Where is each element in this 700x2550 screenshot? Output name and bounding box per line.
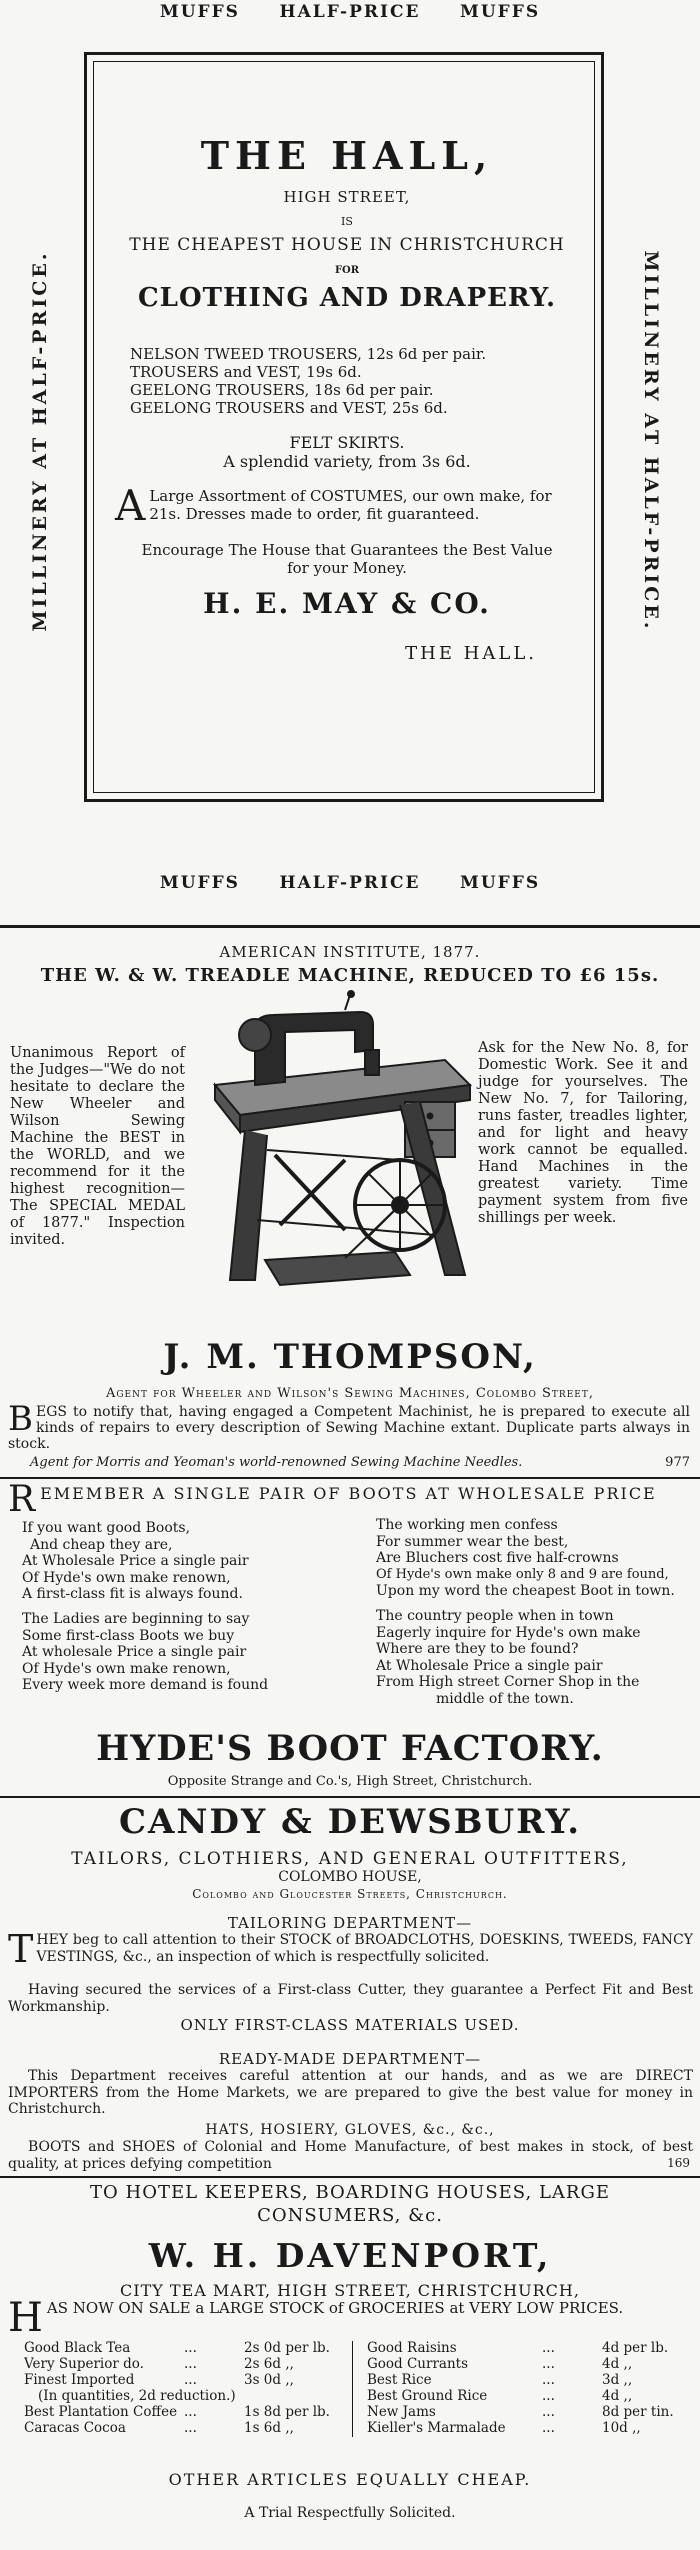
- price-dots: ...: [542, 2356, 555, 2372]
- hotel-keepers-heading: [0, 2181, 700, 2227]
- price-dots: ...: [542, 2388, 555, 2404]
- price-item: Good Black Tea: [24, 2340, 131, 2356]
- hall-advert-frame: [84, 52, 604, 802]
- candy-dewsbury-title: CANDY & DEWSBURY.: [118, 1802, 582, 1842]
- ready-made-heading: READY-MADE DEPARTMENT—: [218, 2050, 482, 2068]
- millinery-side-right: MILLINERY AT HALF-PRICE.: [640, 250, 662, 632]
- price-row: [24, 2340, 334, 2356]
- hyde-address: Opposite Strange and Co.'s, High Street, Christchurch.: [167, 1774, 533, 1789]
- costume-text: Large Assortment of COSTUMES, our own make, for 21s. Dresses made to order, fit guaranteed.: [149, 487, 552, 523]
- price-item: Very Superior do.: [24, 2356, 144, 2372]
- price-value: 2s 6d ,,: [244, 2356, 294, 2372]
- section-divider: [0, 1477, 700, 1479]
- ready-made-text: This Department receives careful attention at our hands, and as we are DIRECT IMPORTERS from the Home Markets, we are prepared to give the best value for money in Christchurch.: [8, 2068, 693, 2117]
- price-dots: ...: [542, 2372, 555, 2388]
- price-item: Good Raisins: [367, 2340, 457, 2356]
- poem-line: Of Hyde's own make only 8 and 9 are found,: [376, 1566, 669, 1582]
- hall-company-name: H. E. MAY & CO.: [203, 587, 491, 620]
- poem-line: The working men confess: [376, 1517, 558, 1533]
- drop-cap: R: [8, 1479, 38, 1520]
- boots-shoes-text: BOOTS and SHOES of Colonial and Home Manufacture, of best makes in stock, of best quality, at prices defying competition: [8, 2139, 693, 2172]
- price-value: 4d per lb.: [602, 2340, 669, 2356]
- other-articles-line: OTHER ARTICLES EQUALLY CHEAP.: [168, 2470, 532, 2489]
- thompson-repairs-body: EGS to notify that, having engaged a Competent Machinist, he is prepared to execute all kinds of repairs to every description of Sewing Machine extant. Duplicate parts always in stock.: [8, 1404, 690, 1452]
- hall-title: THE HALL,: [200, 133, 494, 178]
- thompson-name: J. M. THOMPSON,: [163, 1337, 537, 1377]
- section-divider: [0, 2176, 700, 2178]
- price-dots: ...: [184, 2420, 197, 2436]
- millinery-side-left: MILLINERY AT HALF-PRICE.: [29, 250, 51, 632]
- hall-clothing-drapery: CLOTHING AND DRAPERY.: [137, 283, 557, 313]
- groceries-sale-body: AS NOW ON SALE a LARGE STOCK of GROCERIES at VERY LOW PRICES.: [46, 2299, 624, 2317]
- thompson-repairs-text: [8, 1399, 690, 1452]
- candy-stock-body: HEY beg to call attention to their STOCK of BROADCLOTHS, DOESKINS, TWEEDS, FANCY VESTINGS, &c., an inspection of which is respectfully solicited.: [36, 1932, 693, 1965]
- first-class-materials: ONLY FIRST-CLASS MATERIALS USED.: [180, 2016, 520, 2034]
- price-item: Kieller's Marmalade: [367, 2420, 506, 2436]
- hall-signature: THE HALL.: [405, 643, 537, 664]
- poem-line: Eagerly inquire for Hyde's own make: [376, 1624, 641, 1641]
- city-tea-mart-line: CITY TEA MART, HIGH STREET, CHRISTCHURCH,: [120, 2281, 580, 2300]
- poem-stanza-gap: [376, 1600, 696, 1608]
- poem-line: The Ladies are beginning to say: [22, 1610, 250, 1627]
- candy-cutter-text: Having secured the services of a First-class Cutter, they guarantee a Perfect Fit and Best Workmanship.: [8, 1982, 693, 2015]
- morris-needles-line: Agent for Morris and Yeoman's world-renowned Sewing Machine Needles.: [30, 1455, 523, 1470]
- candy-address: Colombo and Gloucester Streets, Christchurch.: [192, 1887, 508, 1901]
- price-row: [24, 2356, 334, 2372]
- poem-line: Every week more demand is found: [22, 1677, 269, 1694]
- price-value: 4d ,,: [602, 2388, 633, 2404]
- price-value: 3d ,,: [602, 2372, 633, 2388]
- hall-street: HIGH STREET,: [283, 188, 411, 206]
- price-value: 8d per tin.: [602, 2404, 674, 2420]
- price-dots: ...: [184, 2340, 197, 2356]
- drop-cap: H: [8, 2295, 43, 2341]
- encourage-line: for your Money.: [287, 559, 407, 577]
- hyde-boot-factory-title: HYDE'S BOOT FACTORY.: [96, 1728, 604, 1769]
- quantities-note: (In quantities, 2d reduction.): [38, 2388, 236, 2404]
- price-dots: ...: [184, 2404, 197, 2420]
- price-value: 10d ,,: [602, 2420, 641, 2436]
- candy-house-name: COLOMBO HOUSE,: [278, 1869, 422, 1885]
- price-list-right: [367, 2340, 692, 2436]
- advert-number: 169: [667, 2156, 690, 2170]
- poem-line: At wholesale Price a single pair: [22, 1644, 247, 1661]
- hall-item: NELSON TWEED TROUSERS, 12s 6d per pair.: [130, 345, 487, 363]
- remember-text: EMEMBER A SINGLE PAIR OF BOOTS AT WHOLESALE PRICE: [40, 1484, 657, 1503]
- price-value: 3s 0d ,,: [244, 2372, 294, 2388]
- poem-line: Of Hyde's own make renown,: [22, 1660, 231, 1677]
- sewing-machine-illustration: [195, 990, 475, 1300]
- hall-felt-skirts: [87, 433, 607, 471]
- hats-hosiery-heading: HATS, HOSIERY, GLOVES, &c., &c.,: [205, 2122, 495, 2138]
- hall-item: GEELONG TROUSERS, 18s 6d per pair.: [130, 381, 434, 399]
- trial-solicited-line: A Trial Respectfully Solicited.: [244, 2505, 456, 2521]
- price-list-left: [24, 2340, 334, 2436]
- price-row: [367, 2420, 692, 2436]
- poem-line: Upon my word the cheapest Boot in town.: [376, 1583, 675, 1600]
- groceries-sale-text: [8, 2295, 693, 2341]
- candy-stock-text: [8, 1927, 693, 1971]
- price-item: Best Ground Rice: [367, 2388, 488, 2404]
- poem-line: From High street Corner Shop in the: [376, 1674, 640, 1691]
- price-item: Good Currants: [367, 2356, 468, 2372]
- poem-line: The country people when in town: [376, 1607, 614, 1624]
- price-row: [367, 2404, 692, 2420]
- price-dots: ...: [542, 2420, 555, 2436]
- price-row: [24, 2404, 334, 2420]
- poem-line: At Wholesale Price a single pair: [22, 1553, 249, 1570]
- price-row: [24, 2372, 334, 2388]
- price-dots: ...: [542, 2340, 555, 2356]
- poem-line: Are Bluchers cost five half-crowns: [376, 1550, 619, 1567]
- price-item: Best Rice: [367, 2372, 432, 2388]
- remember-boots-headline: [8, 1479, 693, 1520]
- price-column-divider: [352, 2341, 353, 2437]
- drop-cap: B: [8, 1399, 33, 1439]
- price-item: Caracas Cocoa: [24, 2420, 126, 2436]
- treadle-machine-title: THE W. & W. TREADLE MACHINE, REDUCED TO £6 15s.: [40, 965, 660, 986]
- hall-cheapest-line: THE CHEAPEST HOUSE IN CHRISTCHURCH: [129, 235, 565, 255]
- poem-line: Of Hyde's own make renown,: [22, 1569, 231, 1586]
- price-dots: ...: [542, 2404, 555, 2420]
- poem-line: A first-class fit is always found.: [22, 1586, 243, 1603]
- price-dots: ...: [184, 2372, 197, 2388]
- hotel-line: CONSUMERS, &c.: [257, 2205, 443, 2226]
- drop-cap: T: [8, 1927, 34, 1971]
- price-row: [367, 2340, 692, 2356]
- section-divider: [0, 1796, 700, 1798]
- poem-line: If you want good Boots,: [22, 1520, 191, 1536]
- hall-trousers-list: [130, 345, 590, 417]
- section-divider: [0, 925, 700, 928]
- muffs-banner-bottom: MUFFS HALF-PRICE MUFFS: [159, 873, 541, 893]
- price-value: 1s 8d per lb.: [244, 2404, 330, 2420]
- hall-encourage: [87, 541, 607, 577]
- thompson-agent-line: Agent for Wheeler and Wilson's Sewing Machines, Colombo Street,: [105, 1386, 594, 1401]
- price-value: 2s 0d per lb.: [244, 2340, 330, 2356]
- price-dots: ...: [184, 2356, 197, 2372]
- price-row: [24, 2420, 334, 2436]
- hall-is: IS: [341, 215, 353, 228]
- american-institute-header: AMERICAN INSTITUTE, 1877.: [219, 943, 481, 961]
- candy-tailors-line: TAILORS, CLOTHIERS, AND GENERAL OUTFITTERS,: [71, 1849, 629, 1869]
- price-item: Best Plantation Coffee: [24, 2404, 178, 2420]
- felt-heading: FELT SKIRTS.: [289, 433, 405, 452]
- price-item: New Jams: [367, 2404, 436, 2420]
- advert-number: 977: [665, 1455, 690, 1470]
- hall-for: FOR: [334, 265, 360, 276]
- poem-line: Where are they to be found?: [376, 1641, 579, 1658]
- poem-stanza-gap: [22, 1603, 352, 1611]
- boot-poem-left: [22, 1520, 352, 1694]
- price-row: [367, 2388, 692, 2404]
- encourage-line: Encourage The House that Guarantees the Best Value: [141, 541, 553, 559]
- poem-line: At Wholesale Price a single pair: [376, 1657, 603, 1674]
- price-item: Finest Imported: [24, 2372, 135, 2388]
- hotel-line: TO HOTEL KEEPERS, BOARDING HOUSES, LARGE: [90, 2182, 610, 2203]
- new-machines-description: Ask for the New No. 8, for Domestic Work. See it and judge for yourselves. The New No. 7, for Tailoring, runs faster, treadles lighter, and for light and heavy work cannot be equalled. Hand Machines in the greatest variety. Time payment system from five shillings per week.: [478, 1040, 688, 1226]
- drop-cap: A: [115, 481, 146, 530]
- davenport-name: W. H. DAVENPORT,: [148, 2236, 552, 2275]
- poem-line: middle of the town.: [436, 1690, 574, 1707]
- price-value: 1s 6d ,,: [244, 2420, 294, 2436]
- boot-poem-right: [376, 1517, 696, 1708]
- hall-item: TROUSERS and VEST, 19s 6d.: [130, 363, 362, 381]
- hall-costumes: [115, 481, 585, 530]
- poem-line: Some first-class Boots we buy: [22, 1627, 235, 1644]
- felt-variety: A splendid variety, from 3s 6d.: [223, 452, 471, 471]
- price-row: [367, 2356, 692, 2372]
- poem-line: For summer wear the best,: [376, 1533, 569, 1550]
- hall-item: GEELONG TROUSERS and VEST, 25s 6d.: [130, 399, 448, 417]
- tailoring-department-heading: TAILORING DEPARTMENT—: [227, 1914, 473, 1932]
- muffs-banner-top: MUFFS HALF-PRICE MUFFS: [159, 2, 541, 22]
- judges-report: Unanimous Report of the Judges—"We do not hesitate to declare the New Wheeler and Wilson Sewing Machine the BEST in the WORLD, and we recommend for it the highest recognition—The SPECIAL MEDAL of 1877." Inspection invited.: [10, 1045, 185, 1248]
- price-row: [367, 2372, 692, 2388]
- poem-line: And cheap they are,: [30, 1536, 173, 1553]
- price-value: 4d ,,: [602, 2356, 633, 2372]
